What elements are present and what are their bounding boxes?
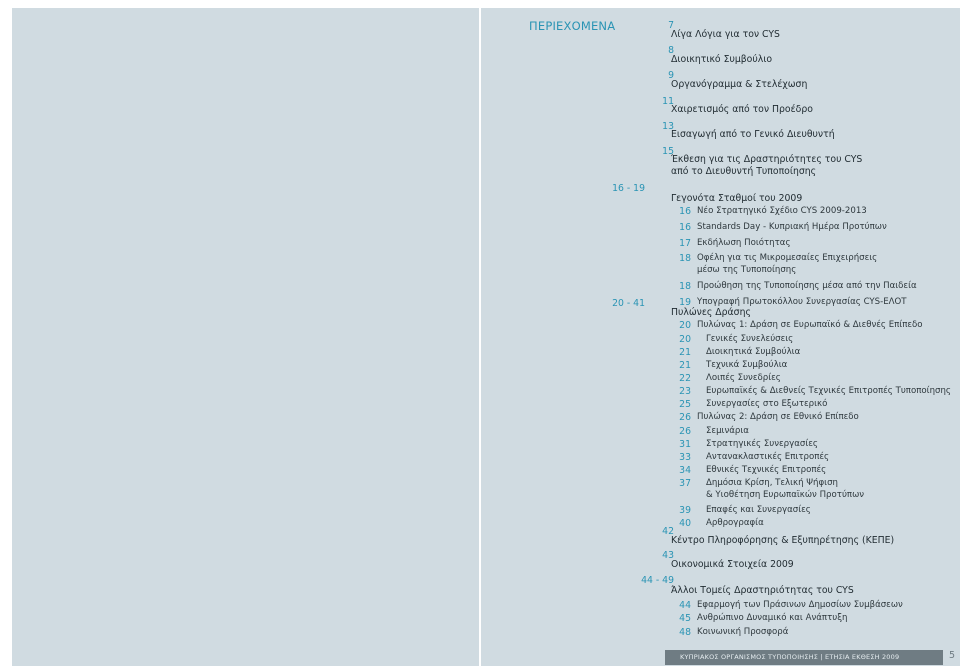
toc-page-number: 16 - 19 bbox=[612, 183, 645, 194]
toc-entry-title[interactable]: Αρθρογραφία bbox=[706, 518, 764, 528]
toc-entry-title[interactable]: & Υιοθέτηση Ευρωπαϊκών Προτύπων bbox=[706, 490, 865, 500]
toc-page-number: 48 bbox=[679, 627, 691, 638]
toc-entry-title[interactable]: Εκδήλωση Ποιότητας bbox=[697, 238, 791, 248]
toc-page-number: 11 bbox=[662, 96, 674, 107]
toc-page-number: 33 bbox=[679, 452, 691, 463]
toc-page-number: 40 bbox=[679, 518, 691, 529]
toc-entry-title[interactable]: Εθνικές Τεχνικές Επιτροπές bbox=[706, 465, 827, 475]
page-number: 5 bbox=[949, 650, 956, 661]
toc-entry-title[interactable]: Λοιπές Συνεδρίες bbox=[706, 373, 781, 383]
toc-page-number: 16 bbox=[679, 222, 691, 233]
toc-entry-title[interactable]: Πυλώνας 1: Δράση σε Ευρωπαϊκό & Διεθνές Επίπεδο bbox=[697, 320, 923, 330]
toc-entry-title[interactable]: Αντανακλαστικές Επιτροπές bbox=[706, 452, 830, 462]
toc-page-number: 15 bbox=[662, 146, 674, 157]
toc-entry-title[interactable]: Χαιρετισμός από τον Προέδρο bbox=[671, 104, 813, 115]
toc-page-number: 18 bbox=[679, 253, 691, 264]
toc-entry-title[interactable]: Κέντρο Πληροφόρησης & Εξυπηρέτησης (ΚΕΠΕ) bbox=[671, 535, 895, 546]
toc-entry-title[interactable]: Γενικές Συνελεύσεις bbox=[706, 334, 794, 344]
toc-entry-title[interactable]: Οφέλη για τις Μικρομεσαίες Επιχειρήσεις bbox=[697, 253, 878, 263]
toc-entry-title[interactable]: Εφαρμογή των Πράσινων Δημοσίων Συμβάσεων bbox=[697, 600, 903, 610]
toc-page-number: 31 bbox=[679, 439, 691, 450]
toc-page-number: 16 bbox=[679, 206, 691, 217]
toc-page-number: 20 bbox=[679, 334, 691, 345]
toc-page-number: 44 - 49 bbox=[641, 575, 674, 586]
footer-text: ΚΥΠΡΙΑΚΟΣ ΟΡΓΑΝΙΣΜΟΣ ΤΥΠΟΠΟΙΗΣΗΣ | ΕΤΗΣΙΑ ΕΚΘΕΣΗ 2009 bbox=[680, 653, 900, 661]
toc-entry-title[interactable]: Προώθηση της Τυποποίησης μέσα από την Παιδεία bbox=[697, 281, 917, 291]
toc-page-number: 9 bbox=[668, 70, 674, 81]
toc-entry-title[interactable]: Δημόσια Κρίση, Τελική Ψήφιση bbox=[706, 478, 838, 488]
toc-entry-title[interactable]: Οργανόγραμμα & Στελέχωση bbox=[671, 79, 808, 90]
toc-entry-title[interactable]: Πυλώνες Δράσης bbox=[671, 307, 751, 318]
toc-page-number: 26 bbox=[679, 412, 691, 423]
toc-entry-title[interactable]: Standards Day - Κυπριακή Ημέρα Προτύπων bbox=[697, 222, 887, 232]
toc-page-number: 39 bbox=[679, 505, 691, 516]
toc-page-number: 25 bbox=[679, 399, 691, 410]
toc-page-number: 18 bbox=[679, 281, 691, 292]
toc-entry-title[interactable]: Επαφές και Συνεργασίες bbox=[706, 505, 811, 515]
toc-page-number: 37 bbox=[679, 478, 691, 489]
toc-page-number: 45 bbox=[679, 613, 691, 624]
toc-page-number: 17 bbox=[679, 238, 691, 249]
toc-page-number: 13 bbox=[662, 121, 674, 132]
toc-page-number: 23 bbox=[679, 386, 691, 397]
toc-entry-title[interactable]: Στρατηγικές Συνεργασίες bbox=[706, 439, 818, 449]
toc-page-number: 26 bbox=[679, 426, 691, 437]
toc-page-number: 43 bbox=[662, 550, 674, 561]
toc-page-number: 19 bbox=[679, 297, 691, 308]
toc-entry-title[interactable]: Άλλοι Τομείς Δραστηριότητας του CYS bbox=[671, 585, 854, 596]
toc-page-number: 42 bbox=[662, 526, 674, 537]
contents-heading: ΠΕΡΙΕΧΟΜΕΝΑ bbox=[529, 19, 616, 33]
toc-page-number: 8 bbox=[668, 45, 674, 56]
toc-entry-title[interactable]: Διοικητικά Συμβούλια bbox=[706, 347, 801, 357]
toc-entry-title[interactable]: Πυλώνας 2: Δράση σε Εθνικό Επίπεδο bbox=[697, 412, 859, 422]
toc-page-number: 22 bbox=[679, 373, 691, 384]
toc-page-number: 44 bbox=[679, 600, 691, 611]
toc-page-number: 20 - 41 bbox=[612, 298, 645, 309]
toc-page-number: 34 bbox=[679, 465, 691, 476]
toc-entry-title[interactable]: Διοικητικό Συμβούλιο bbox=[671, 54, 773, 65]
toc-entry-title[interactable]: Υπογραφή Πρωτοκόλλου Συνεργασίας CYS-ΕΛΟΤ bbox=[697, 297, 907, 307]
toc-entry-title[interactable]: Ανθρώπινο Δυναμικό και Ανάπτυξη bbox=[697, 613, 848, 623]
toc-entry-title[interactable]: Λίγα Λόγια για τον CYS bbox=[671, 29, 780, 40]
toc-entry-title[interactable]: Έκθεση για τις Δραστηριότητες του CYS bbox=[671, 154, 863, 165]
toc-entry-title[interactable]: Νέο Στρατηγικό Σχέδιο CYS 2009-2013 bbox=[697, 206, 867, 216]
toc-entry-title[interactable]: από το Διευθυντή Τυποποίησης bbox=[671, 166, 817, 177]
toc-page-number: 21 bbox=[679, 360, 691, 371]
toc-page-number: 21 bbox=[679, 347, 691, 358]
toc-entry-title[interactable]: Εισαγωγή από το Γενικό Διευθυντή bbox=[671, 129, 835, 140]
toc-entry-title[interactable]: Συνεργασίες στο Εξωτερικό bbox=[706, 399, 828, 409]
toc-entry-title[interactable]: Οικονομικά Στοιχεία 2009 bbox=[671, 559, 794, 570]
toc-entry-title[interactable]: Τεχνικά Συμβούλια bbox=[706, 360, 788, 370]
toc-entry-title[interactable]: μέσω της Τυποποίησης bbox=[697, 265, 797, 275]
toc-page-number: 7 bbox=[668, 20, 674, 31]
toc-entry-title[interactable]: Γεγονότα Σταθμοί του 2009 bbox=[671, 193, 803, 204]
toc-entry-title[interactable]: Κοινωνική Προσφορά bbox=[697, 627, 789, 637]
toc-entry-title[interactable]: Σεμινάρια bbox=[706, 426, 749, 436]
toc-entry-title[interactable]: Ευρωπαϊκές & Διεθνείς Τεχνικές Επιτροπές Τυποποίησης bbox=[706, 386, 951, 396]
toc-page-number: 20 bbox=[679, 320, 691, 331]
